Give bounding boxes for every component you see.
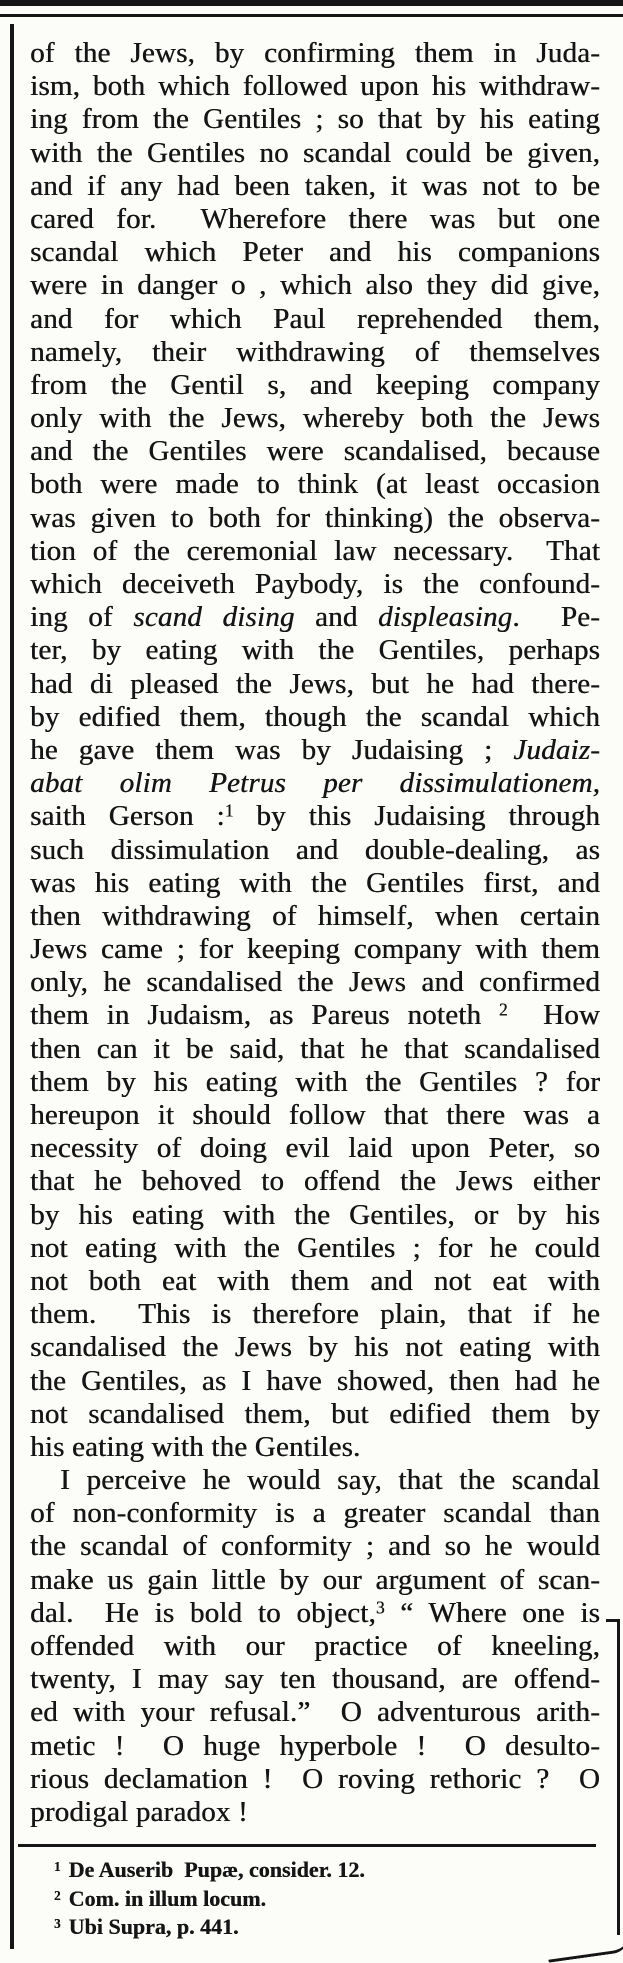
text-line: only with the Jews, whereby both the Jews <box>30 402 600 435</box>
text-line: by his eating with the Gentiles, or by his <box>30 1198 600 1231</box>
footnote-marker: 1 <box>54 1859 61 1875</box>
text-line: saith Gerson :$^1$ by this Judaising through <box>30 800 600 833</box>
footnote-text: Ubi Supra, p. 441. <box>68 1914 239 1939</box>
footnote <box>54 1856 594 1885</box>
text-line: ter, by eating with the Gentiles, perhaps <box>30 634 600 667</box>
footnote-marker: 3 <box>54 1916 61 1932</box>
right-margin-rule <box>617 1619 620 1935</box>
text-line: necessity of doing evil laid upon Peter, so <box>30 1132 600 1165</box>
footnote <box>54 1913 594 1942</box>
text-line: dal. He is bold to object,$^3$ “ Where one is <box>30 1596 600 1629</box>
text-line: ing from the Gentiles ; so that by his eating <box>30 103 600 136</box>
text-line: of non-conformity is a greater scandal than <box>30 1497 600 1530</box>
text-line: cared for. Wherefore there was but one <box>30 202 600 235</box>
footnote-divider-rule <box>18 1844 596 1847</box>
text-line: the scandal of conformity ; and so he would <box>30 1530 600 1563</box>
top-border-rule-outer <box>0 0 623 6</box>
text-line: ism, both which followed upon his withdraw- <box>30 70 600 103</box>
text-line: not scandalised them, but edified them by <box>30 1397 600 1430</box>
text-line: with the Gentiles no scandal could be given, <box>30 136 600 169</box>
text-line: prodigal paradox ! <box>30 1795 248 1828</box>
text-line: namely, their withdrawing of themselves <box>30 335 600 368</box>
text-line: by edified them, though the scandal which <box>30 700 600 733</box>
text-line: which deceiveth Paybody, is the confound- <box>30 568 600 600</box>
text-line: of the Jews, by confirming them in Juda- <box>30 37 600 69</box>
page-text <box>30 37 600 1829</box>
footnote-text: Com. in illum locum. <box>68 1885 266 1911</box>
text-line: then can it be said, that he that scandalised <box>30 1032 600 1065</box>
text-line: metic ! O huge hyperbole ! O desulto- <box>30 1729 600 1762</box>
text-line: he gave them was by Judaising ; Judaiz- <box>30 733 600 766</box>
text-line: both were made to think (at least occasion <box>30 468 600 501</box>
footnote <box>54 1885 594 1914</box>
text-line: was given to both for thinking) the observa- <box>30 501 600 534</box>
text-line: Jews came ; for keeping company with them <box>30 933 600 966</box>
text-line: make us gain little by our argument of scan- <box>30 1563 600 1596</box>
text-line: abat olim Petrus per dissimulationem, <box>30 767 600 800</box>
text-line: tion of the ceremonial law necessary. That <box>30 534 600 567</box>
text-line: and the Gentiles were scandalised, because <box>30 435 600 468</box>
text-line: ed with your refusal.” O adventurous arith- <box>30 1696 600 1729</box>
text-line: rious declamation ! O roving rethoric ? O <box>30 1762 600 1795</box>
footnotes <box>54 1856 594 1942</box>
left-margin-rule <box>10 24 14 1949</box>
text-line: them by his eating with the Gentiles ? for <box>30 1065 600 1098</box>
text-line: his eating with the Gentiles. <box>30 1430 361 1463</box>
text-line: scandalised the Jews by his not eating with <box>30 1331 600 1364</box>
footnote-text: De Auserib Pupæ, consider. 12. <box>68 1857 365 1882</box>
text-line: were in danger o , which also they did give, <box>30 269 600 302</box>
text-line: not both eat with them and not eat with <box>30 1264 600 1297</box>
text-line: ing of scand dising and displeasing. Pe- <box>30 601 600 634</box>
text-line: scandal which Peter and his companions <box>30 236 600 269</box>
footnote-marker: 2 <box>54 1887 61 1903</box>
text-line: was his eating with the Gentiles first, and <box>30 866 600 899</box>
text-line: not eating with the Gentiles ; for he could <box>30 1231 600 1264</box>
text-line: that he behoved to offend the Jews either <box>30 1165 600 1198</box>
text-line: only, he scandalised the Jews and confirmed <box>30 966 600 999</box>
right-margin-rule-tick <box>606 1619 620 1622</box>
text-line: the Gentiles, as I have showed, then had he <box>30 1364 600 1397</box>
top-border-rule-inner <box>0 14 623 17</box>
text-line: and for which Paul reprehended them, <box>30 302 600 335</box>
text-line: such dissimulation and double-dealing, as <box>30 833 600 866</box>
text-line: I perceive he would say, that the scandal <box>60 1464 600 1497</box>
text-line: then withdrawing of himself, when certain <box>30 899 600 932</box>
text-line: had di pleased the Jews, but he had there- <box>30 667 600 700</box>
text-line: twenty, I may say ten thousand, are offend- <box>30 1663 600 1696</box>
text-line: offended with our practice of kneeling, <box>30 1630 600 1662</box>
text-line: and if any had been taken, it was not to be <box>30 169 600 202</box>
text-line: from the Gentil s, and keeping company <box>30 368 600 401</box>
text-line: hereupon it should follow that there was a <box>30 1099 600 1131</box>
text-line: them in Judaism, as Pareus noteth $^2$ How <box>30 999 600 1032</box>
text-line: them. This is therefore plain, that if he <box>30 1298 600 1331</box>
